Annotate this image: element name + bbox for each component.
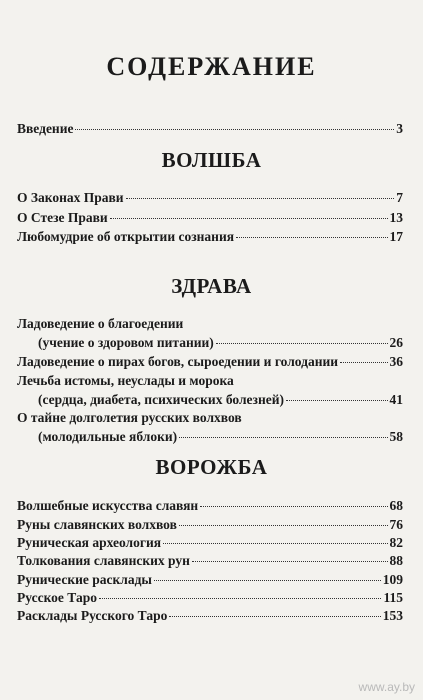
toc-entry bbox=[17, 552, 403, 570]
toc-entry-label: Толкования славянских рун bbox=[17, 553, 190, 568]
dot-leader bbox=[192, 561, 388, 562]
toc-page-number: 7 bbox=[396, 190, 403, 205]
toc-entry bbox=[17, 353, 403, 371]
toc-entry-label: (учение о здоровом питании) bbox=[38, 335, 214, 350]
dot-leader bbox=[154, 580, 381, 581]
toc-entry-title-line: Лечьба истомы, неуслады и морока bbox=[17, 373, 234, 388]
toc-page-number: 153 bbox=[382, 608, 403, 623]
dot-leader bbox=[200, 506, 387, 507]
toc-page-number: 68 bbox=[389, 498, 403, 513]
toc-entry-label: Ладоведение о пирах богов, сыроедении и голодании bbox=[17, 354, 339, 369]
toc-entry-label: Расклады Русского Таро bbox=[17, 608, 168, 623]
toc-entry bbox=[38, 391, 403, 409]
dot-leader bbox=[75, 129, 394, 130]
dot-leader bbox=[286, 400, 388, 401]
toc-entry-label: Руническая археология bbox=[17, 535, 162, 550]
dot-leader bbox=[126, 198, 395, 199]
toc-entry-label: (сердца, диабета, психических болезней) bbox=[38, 392, 284, 407]
toc-page-number: 36 bbox=[389, 354, 403, 369]
toc-entry-title-line: О тайне долголетия русских волхвов bbox=[17, 410, 242, 425]
toc-entry bbox=[17, 589, 403, 607]
toc-entry bbox=[38, 428, 403, 446]
dot-leader bbox=[179, 437, 387, 438]
dot-leader bbox=[110, 218, 388, 219]
toc-page-number: 13 bbox=[389, 210, 403, 225]
toc-page-number: 17 bbox=[389, 229, 403, 244]
toc-entry bbox=[17, 228, 403, 246]
section-heading-zdrava: ЗДРАВА bbox=[171, 274, 252, 298]
toc-entry-label: Любомудрие об открытии сознания bbox=[17, 229, 235, 244]
toc-entry-label: О Законах Прави bbox=[17, 190, 124, 205]
toc-entry-title-line: Ладоведение о благоедении bbox=[17, 316, 184, 331]
toc-entry bbox=[17, 607, 403, 625]
dot-leader bbox=[216, 343, 388, 344]
toc-entry bbox=[17, 534, 403, 552]
dot-leader bbox=[340, 362, 387, 363]
toc-entry-label: Введение bbox=[17, 121, 74, 136]
toc-entry bbox=[17, 516, 403, 534]
toc-entry-label: Русское Таро bbox=[17, 590, 97, 605]
dot-leader bbox=[169, 616, 380, 617]
dot-leader bbox=[179, 525, 388, 526]
dot-leader bbox=[99, 598, 382, 599]
toc-page-number: 26 bbox=[389, 335, 403, 350]
watermark: www.ay.by bbox=[358, 680, 415, 694]
toc-entry bbox=[17, 209, 403, 227]
toc-entry bbox=[17, 571, 403, 589]
toc-entry-label: Волшебные искусства славян bbox=[17, 498, 199, 513]
section-heading-vorozhba: ВОРОЖБА bbox=[155, 455, 268, 479]
toc-entry bbox=[38, 334, 403, 352]
toc-page-number: 41 bbox=[389, 392, 403, 407]
toc-page-number: 58 bbox=[389, 429, 403, 444]
toc-page-number: 88 bbox=[389, 553, 403, 568]
dot-leader bbox=[236, 237, 387, 238]
toc-page-number: 76 bbox=[389, 517, 403, 532]
toc-entry-intro bbox=[17, 120, 403, 138]
toc-entry bbox=[17, 497, 403, 515]
toc-entry-label: (молодильные яблоки) bbox=[38, 429, 178, 444]
toc-page-number: 109 bbox=[382, 572, 403, 587]
section-heading-volshba: ВОЛШБА bbox=[161, 148, 262, 172]
dot-leader bbox=[163, 543, 387, 544]
toc-entry-label: Руны славянских волхвов bbox=[17, 517, 177, 532]
toc-entry bbox=[17, 189, 403, 207]
toc-page-number: 115 bbox=[383, 590, 403, 605]
toc-entry-label: О Стезе Прави bbox=[17, 210, 108, 225]
page-title: СОДЕРЖАНИЕ bbox=[106, 52, 317, 81]
toc-entry-label: Рунические расклады bbox=[17, 572, 152, 587]
toc-page-number: 82 bbox=[389, 535, 403, 550]
toc-page-number: 3 bbox=[396, 121, 403, 136]
